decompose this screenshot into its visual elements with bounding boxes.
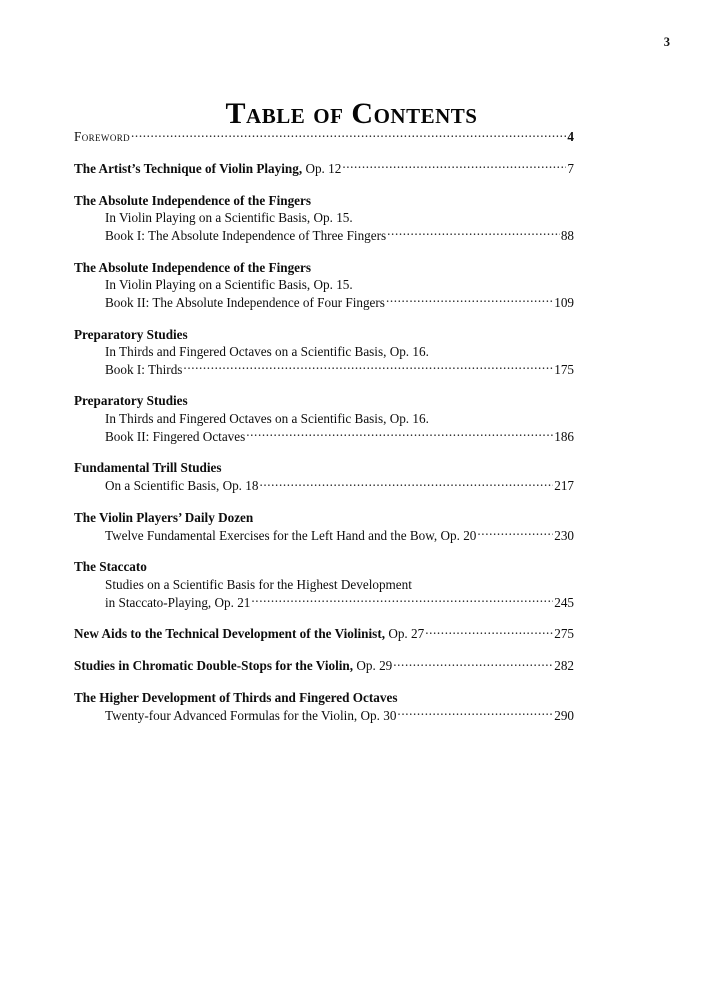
toc-entry-title: Preparatory Studies	[74, 393, 188, 409]
toc-entry-title: The Artist’s Technique of Violin Playing, Op. 12	[74, 160, 342, 176]
toc-entry-subtitle: Book I: Thirds	[105, 361, 183, 377]
toc-entry-preparatory-studies-book-1[interactable]	[74, 326, 574, 379]
dot-leader	[397, 706, 553, 719]
toc-subrow-the-staccato-0[interactable]	[74, 576, 574, 594]
toc-row-fundamental-trill-studies[interactable]	[74, 459, 574, 477]
page-number-ref: 109	[554, 294, 574, 310]
toc-entry-artists-technique[interactable]	[74, 160, 574, 178]
toc-subrow-absolute-independence-book-2-1[interactable]	[74, 294, 574, 312]
dot-leader	[387, 227, 560, 240]
toc-entry-title: The Absolute Independence of the Fingers	[74, 192, 312, 208]
dot-leader	[393, 657, 553, 670]
toc-entry-subtitle: Book II: Fingered Octaves	[105, 428, 246, 444]
toc-entry-subtitle: Book I: The Absolute Independence of Three Fingers	[105, 227, 387, 243]
dot-leader	[342, 160, 566, 173]
page-number: 3	[663, 35, 670, 49]
toc-row-preparatory-studies-book-2[interactable]	[74, 392, 574, 410]
toc-entry-subtitle: In Violin Playing on a Scientific Basis, Op. 15.	[105, 210, 353, 226]
toc-entry-subtitle: Studies on a Scientific Basis for the Highest Development	[105, 576, 412, 592]
dot-leader	[251, 593, 553, 606]
toc-entry-title: Foreword	[74, 129, 131, 145]
page-number-ref: 88	[560, 227, 574, 243]
page-number-ref: 275	[554, 626, 574, 642]
page-number-ref: 7	[567, 160, 574, 176]
toc-subrow-preparatory-studies-book-1-0[interactable]	[74, 343, 574, 361]
toc-subrow-violin-players-daily-dozen-0[interactable]	[74, 526, 574, 544]
toc-row-higher-development[interactable]	[74, 689, 574, 707]
toc-subrow-absolute-independence-book-2-0[interactable]	[74, 276, 574, 294]
toc-entry-title: The Violin Players’ Daily Dozen	[74, 509, 254, 525]
toc-entry-new-aids[interactable]	[74, 625, 574, 643]
toc-entry-subtitle: Twelve Fundamental Exercises for the Left Hand and the Bow, Op. 20	[105, 527, 477, 543]
dot-leader	[386, 294, 553, 307]
toc-row-chromatic-double-stops[interactable]	[74, 657, 574, 675]
dot-leader	[477, 526, 553, 539]
page-number-ref: 186	[554, 428, 574, 444]
toc-subrow-higher-development-0[interactable]	[74, 706, 574, 724]
toc-row-artists-technique[interactable]	[74, 160, 574, 178]
toc-subrow-the-staccato-1[interactable]	[74, 593, 574, 611]
toc-subrow-preparatory-studies-book-1-1[interactable]	[74, 361, 574, 379]
toc-row-foreword[interactable]	[74, 128, 574, 146]
toc-entry-subtitle: In Thirds and Fingered Octaves on a Scientific Basis, Op. 16.	[105, 344, 429, 360]
dot-leader	[246, 428, 553, 441]
toc-entry-foreword[interactable]	[74, 128, 574, 146]
dot-leader	[425, 625, 553, 638]
toc-row-preparatory-studies-book-1[interactable]	[74, 326, 574, 344]
page-number-ref: 282	[554, 658, 574, 674]
toc-entry-subtitle: In Violin Playing on a Scientific Basis, Op. 15.	[105, 277, 353, 293]
page-number-ref: 290	[554, 707, 574, 723]
toc-entry-title: New Aids to the Technical Development of the Violinist, Op. 27	[74, 626, 425, 642]
page-number-ref: 4	[567, 129, 574, 145]
toc-entry-chromatic-double-stops[interactable]	[74, 657, 574, 675]
toc-entry-absolute-independence-book-1[interactable]	[74, 192, 574, 245]
toc-entry-subtitle: In Thirds and Fingered Octaves on a Scientific Basis, Op. 16.	[105, 411, 429, 427]
toc-subrow-preparatory-studies-book-2-1[interactable]	[74, 428, 574, 446]
dot-leader	[183, 361, 553, 374]
toc-entry-absolute-independence-book-2[interactable]	[74, 259, 574, 312]
toc-entry-subtitle: in Staccato-Playing, Op. 21	[105, 594, 251, 610]
page-number-ref: 230	[554, 527, 574, 543]
page-title: Table of Contents	[225, 97, 478, 131]
table-of-contents-list	[74, 128, 574, 724]
toc-entry-higher-development[interactable]	[74, 689, 574, 724]
page-number-ref: 245	[554, 594, 574, 610]
toc-entry-violin-players-daily-dozen[interactable]	[74, 509, 574, 544]
toc-entry-subtitle: Book II: The Absolute Independence of Four Fingers	[105, 294, 385, 310]
toc-entry-subtitle: On a Scientific Basis, Op. 18	[105, 478, 259, 494]
toc-entry-title: The Staccato	[74, 559, 147, 575]
toc-entry-subtitle: Twenty-four Advanced Formulas for the Violin, Op. 30	[105, 707, 397, 723]
dot-leader	[131, 128, 566, 141]
toc-entry-fundamental-trill-studies[interactable]	[74, 459, 574, 494]
toc-subrow-absolute-independence-book-1-0[interactable]	[74, 209, 574, 227]
page-number-ref: 217	[554, 478, 574, 494]
toc-entry-title: Fundamental Trill Studies	[74, 460, 222, 476]
toc-subrow-fundamental-trill-studies-0[interactable]	[74, 477, 574, 495]
toc-subrow-absolute-independence-book-1-1[interactable]	[74, 227, 574, 245]
toc-subrow-preparatory-studies-book-2-0[interactable]	[74, 410, 574, 428]
toc-row-absolute-independence-book-1[interactable]	[74, 192, 574, 210]
toc-entry-preparatory-studies-book-2[interactable]	[74, 392, 574, 445]
toc-row-violin-players-daily-dozen[interactable]	[74, 509, 574, 527]
toc-entry-title: The Absolute Independence of the Fingers	[74, 259, 312, 275]
toc-entry-title: The Higher Development of Thirds and Fingered Octaves	[74, 689, 398, 705]
page-number-ref: 175	[554, 361, 574, 377]
dot-leader	[259, 477, 553, 490]
toc-entry-title: Studies in Chromatic Double-Stops for the Violin, Op. 29	[74, 658, 393, 674]
toc-row-the-staccato[interactable]	[74, 558, 574, 576]
toc-row-absolute-independence-book-2[interactable]	[74, 259, 574, 277]
toc-entry-the-staccato[interactable]	[74, 558, 574, 611]
toc-row-new-aids[interactable]	[74, 625, 574, 643]
toc-entry-title: Preparatory Studies	[74, 326, 188, 342]
